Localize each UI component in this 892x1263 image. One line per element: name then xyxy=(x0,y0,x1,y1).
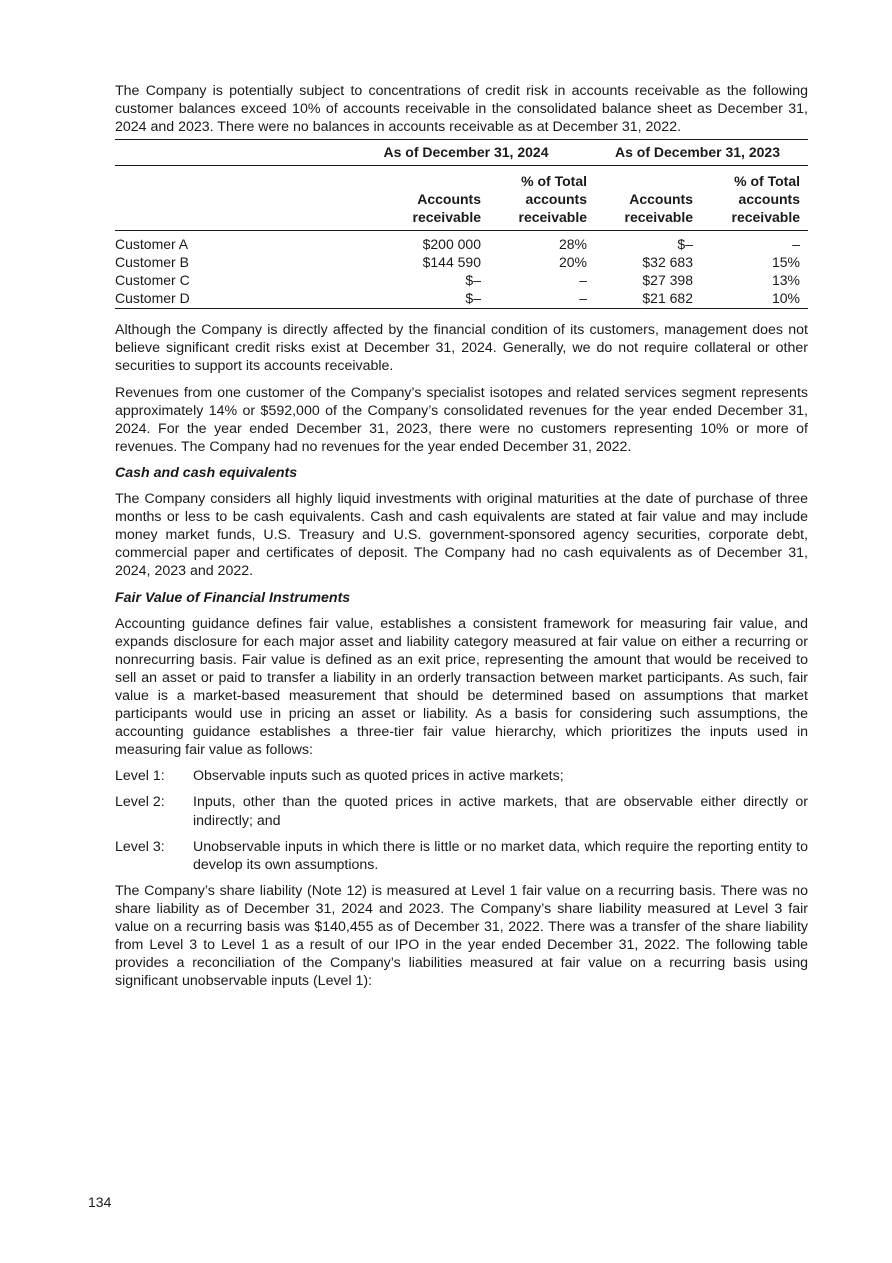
cash-equivalents-heading: Cash and cash equivalents xyxy=(115,464,298,481)
level-text: Unobservable inputs in which there is little or no market data, which require the reporting entity to develop its own assumptions. xyxy=(193,838,808,873)
pct-2024-value: 20% xyxy=(558,254,587,271)
ar-2023-value: $32 683 xyxy=(642,254,693,271)
customer-name: Customer D xyxy=(115,289,345,309)
col-pct-line1: % of Total xyxy=(734,173,800,190)
ar-2024-value: $200 000 xyxy=(422,236,481,253)
share-liability-paragraph: The Company’s share liability (Note 12) is measured at Level 1 fair value on a recurring basis. There was no share liability as of December 31, 2024 and 2023. The Company’s share liability measured at Level 3 fair value on a recurring basis was $140,455 as of December 31, 2022. There was a transfer of the share liability from Level 3 to Level 1 as a result of our IPO in the year ended December 31, 2022. The following table provides a reconciliation of the Company’s liabilities measured at fair value on a recurring basis using significant unobservable inputs (Level 1): xyxy=(115,882,808,990)
level-item xyxy=(115,838,808,874)
pct-2024-value: – xyxy=(579,272,587,289)
col-ar-line1: Accounts xyxy=(417,191,481,208)
pct-2023-value: 15% xyxy=(771,254,800,271)
group-header-2023: As of December 31, 2023 xyxy=(615,144,780,161)
col-pct-line2: accounts xyxy=(738,191,800,208)
fair-value-heading: Fair Value of Financial Instruments xyxy=(115,589,351,606)
table-row xyxy=(115,271,808,289)
pct-2023-value: 13% xyxy=(771,272,800,289)
financial-condition-paragraph: Although the Company is directly affected by the financial condition of its customers, management does not believe significant credit risks exist at December 31, 2024. Generally, we do not require collateral or other securities to support its accounts receivable. xyxy=(115,322,808,375)
col-header-pct-2023 xyxy=(693,172,808,231)
page-content xyxy=(115,82,808,990)
cash-equivalents-paragraph: The Company considers all highly liquid investments with original maturities at the date of purchase of three months or less to be cash equivalents. Cash and cash equivalents are stated at fair value and may include money market funds, U.S. Treasury and U.S. government-sponsored agency securities, corporate debt, commercial paper and certificates of deposit. The Company had no cash equivalents as of December 31, 2024, 2023 and 2022. xyxy=(115,491,808,580)
credit-risk-table xyxy=(115,139,808,309)
page-number: 134 xyxy=(88,1194,112,1210)
col-ar-line2: receivable xyxy=(624,209,693,226)
table-row xyxy=(115,289,808,309)
ar-2024-value: $144 590 xyxy=(422,254,481,271)
col-pct-line2: accounts xyxy=(525,191,587,208)
ar-2023-value: $– xyxy=(677,236,693,253)
col-pct-line1: % of Total xyxy=(521,173,587,190)
table-row xyxy=(115,235,808,253)
col-header-pct-2024 xyxy=(481,172,587,231)
customer-name: Customer B xyxy=(115,254,189,271)
col-ar-line1: Accounts xyxy=(629,191,693,208)
intro-paragraph: The Company is potentially subject to concentrations of credit risk in accounts receivable as the following customer balances exceed 10% of accounts receivable in the consolidated balance sheet as December 31, 2024 and 2023. There were no balances in accounts receivable as at December 31, 2022. xyxy=(115,83,808,136)
level-item xyxy=(115,793,808,829)
pct-2023-value: – xyxy=(792,236,800,253)
ar-2024-value: $– xyxy=(465,272,481,289)
col-pct-line3: receivable xyxy=(518,209,587,226)
level-item xyxy=(115,767,808,785)
pct-2024-value: 28% xyxy=(558,236,587,253)
level-text: Inputs, other than the quoted prices in active markets, that are observable either directly or indirectly; and xyxy=(193,794,808,829)
group-header-2024: As of December 31, 2024 xyxy=(383,144,549,161)
level-label: Level 1: xyxy=(115,768,165,785)
customer-name: Customer C xyxy=(115,272,190,289)
customer-name: Customer A xyxy=(115,236,189,253)
table-column-header-row xyxy=(115,172,808,231)
level-text: Observable inputs such as quoted prices in active markets; xyxy=(193,768,564,785)
fair-value-paragraph: Accounting guidance defines fair value, establishes a consistent framework for measuring fair value, and expands disclosure for each major asset and liability category measured at fair value on either a recurring or nonrecurring basis. Fair value is defined as an exit price, representing the amount that would be received to sell an asset or paid to transfer a liability in an orderly transaction between market participants. As such, fair value is a market-based measurement that should be determined based on assumptions that market participants would use in pricing an asset or liability. As a basis for considering such assumptions, the accounting guidance establishes a three-tier fair value hierarchy, which prioritizes the inputs used in measuring fair value as follows: xyxy=(115,615,808,759)
revenue-concentration-paragraph: Revenues from one customer of the Company’s specialist isotopes and related services segment represents approximately 14% or $592,000 of the Company’s consolidated revenues for the year ended December 31, 2024. For the year ended December 31, 2023, there were no customers representing 10% or more of revenues. The Company had no revenues for the year ended December 31, 2022. xyxy=(115,384,808,455)
col-header-ar-2023 xyxy=(587,172,693,231)
col-ar-line2: receivable xyxy=(412,209,481,226)
col-header-ar-2024 xyxy=(345,172,481,231)
ar-2023-value: $27 398 xyxy=(642,272,693,289)
ar-2023-value: $21 682 xyxy=(587,289,693,309)
pct-2023-value: 10% xyxy=(693,289,808,309)
ar-2024-value: $– xyxy=(345,289,481,309)
table-row xyxy=(115,253,808,271)
table-group-header-row xyxy=(115,140,808,166)
level-label: Level 2: xyxy=(115,794,165,811)
pct-2024-value: – xyxy=(481,289,587,309)
level-label: Level 3: xyxy=(115,838,165,855)
col-pct-line3: receivable xyxy=(731,209,800,226)
